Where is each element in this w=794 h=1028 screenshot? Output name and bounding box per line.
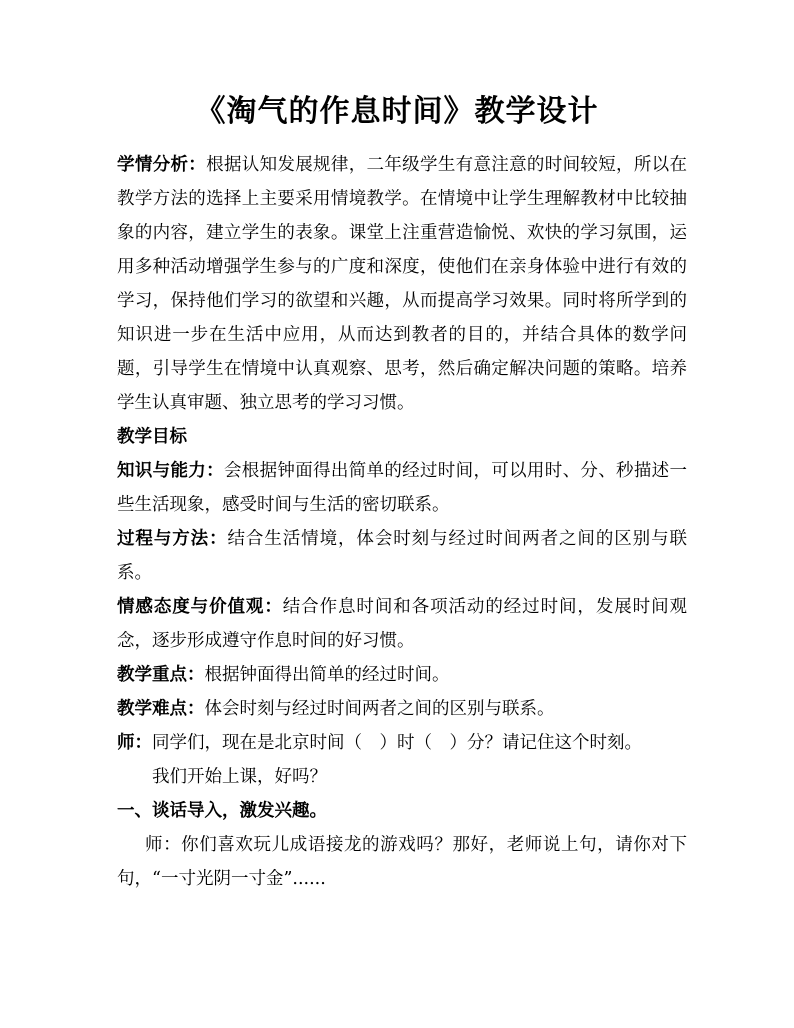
knowledge-paragraph: [117, 454, 687, 522]
analysis-text: 根据认知发展规律，二年级学生有意注意的时间较短，所以在教学方法的选择上主要采用情境教学。在情境中让学生理解教材中比较抽象的内容，建立学生的表象。课堂上注重营造愉悦、欢快的学习氛围，运用多种活动增强学生参与的广度和深度，使他们在亲身体验中进行有效的学习，保持他们学习的欲望和兴趣，从而提高学习效果。同时将所学到的知识进一步在生活中应用，从而达到教者的目的，并结合具体的数学问题，引导学生在情境中认真观察、思考，然后确定解决问题的策略。培养学生认真审题、独立思考的学习习惯。: [117, 155, 688, 413]
process-paragraph: [117, 522, 687, 590]
document-title: 《淘气的作息时间》教学设计: [195, 94, 599, 129]
emotion-text: 结合作息时间和各项活动的经过时间，发展时间观念，逐步形成遵守作息时间的好习惯。: [117, 597, 687, 651]
analysis-label: 学情分析：: [117, 155, 207, 175]
key-point-label: 教学重点：: [117, 665, 205, 685]
knowledge-label: 知识与能力：: [117, 461, 224, 481]
knowledge-text: 会根据钟面得出简单的经过时间，可以用时、分、秒描述一些生活现象，感受时间与生活的密切联系。: [117, 461, 688, 515]
difficulty-text: 体会时刻与经过时间两者之间的区别与联系。: [204, 699, 555, 719]
part-one-paragraph: 师：你们喜欢玩儿成语接龙的游戏吗？那好，老师说上句，请你对下句，“一寸光阴一寸金”......: [117, 835, 687, 889]
part-one-heading: 一、谈话导入，激发兴趣。: [117, 801, 327, 821]
emotion-paragraph: [117, 590, 687, 658]
teacher-paragraph: [117, 726, 687, 760]
teacher-paragraph-continued: 我们开始上课，好吗？: [152, 767, 327, 787]
goals-heading: 教学目标: [117, 427, 187, 447]
process-text: 结合生活情境，体会时刻与经过时间两者之间的区别与联系。: [117, 529, 687, 583]
key-point-text: 根据钟面得出简单的经过时间。: [204, 665, 450, 685]
difficulty-paragraph: [117, 692, 687, 726]
teacher-text: 同学们，现在是北京时间（ ）时（ ）分？请记住这个时刻。: [152, 733, 642, 753]
difficulty-label: 教学难点：: [117, 699, 205, 719]
analysis-paragraph: [117, 148, 687, 420]
teacher-label: 师：: [117, 733, 152, 753]
document-body: [117, 148, 687, 896]
process-label: 过程与方法：: [117, 529, 228, 549]
emotion-label: 情感态度与价值观：: [117, 597, 283, 617]
key-point-paragraph: [117, 658, 687, 692]
